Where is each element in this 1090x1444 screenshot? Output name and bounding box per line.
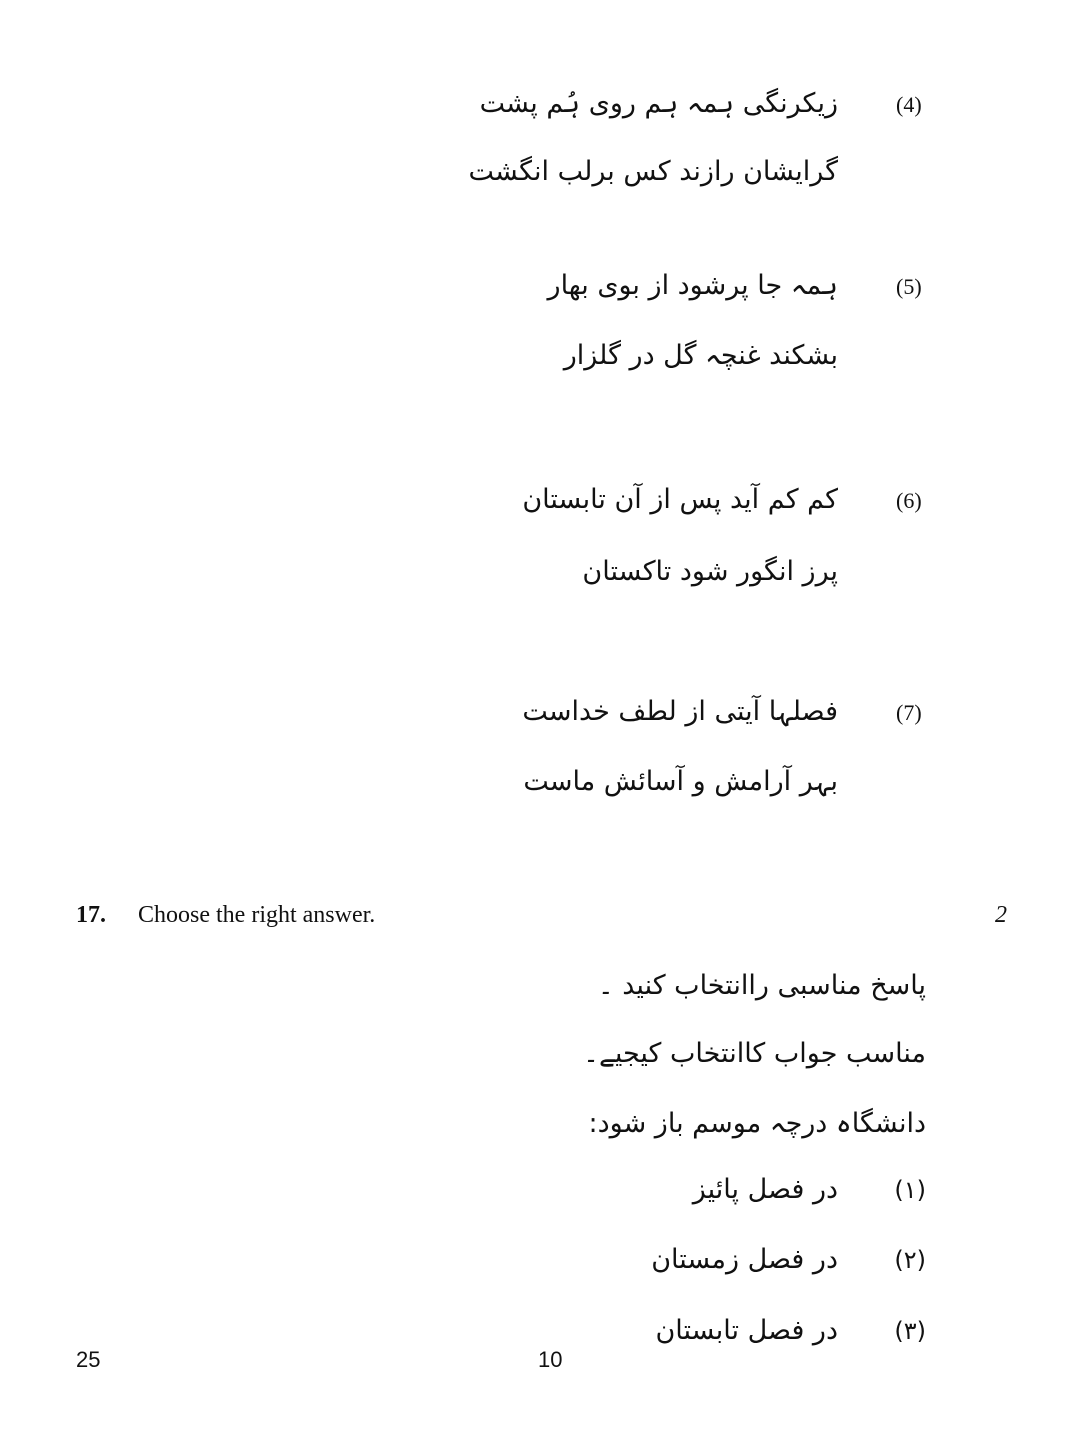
option-2-text: در فصل زمستان (651, 1244, 838, 1275)
poem-6-line-2: پرز انگور شود تاکستان (582, 556, 838, 587)
option-2-number: (۲) (894, 1246, 926, 1274)
poem-5-line-1: ہمہ جا پرشود از بوی بھار (547, 270, 838, 301)
question-number: 17. (76, 902, 106, 928)
poem-6-line-1: کم کم آید پس از آن تابستان (522, 484, 838, 515)
question-text: Choose the right answer. (138, 902, 376, 928)
poem-7-number: (7) (896, 700, 922, 725)
poem-5-number: (5) (896, 274, 922, 299)
poem-4-number: (4) (896, 92, 922, 117)
urdu-instruction: مناسب جواب کاانتخاب کیجیے۔ (583, 1038, 926, 1069)
persian-instruction: پاسخ مناسبی راانتخاب کنید ۔ (597, 970, 926, 1001)
poem-4-line-2: گرایشان رازند کس برلب انگشت (468, 156, 838, 187)
option-1-number: (۱) (894, 1176, 926, 1204)
poem-7-line-2: بہر آرامش و آسائش ماست (523, 766, 838, 797)
poem-5-line-2: بشکند غنچہ گل در گلزار (563, 340, 838, 371)
poem-4-line-1: زیکرنگی ہمہ ہم روی ہُم پشت (479, 88, 838, 119)
option-3-number: (۳) (894, 1317, 926, 1345)
page-number: 10 (538, 1347, 563, 1372)
option-3-text: در فصل تابستان (655, 1315, 838, 1346)
poem-6-number: (6) (896, 488, 922, 513)
question-prompt: دانشگاہ درچہ موسم باز شود: (588, 1108, 926, 1139)
footer-code: 25 (76, 1347, 101, 1372)
option-1-text: در فصل پائیز (692, 1174, 838, 1205)
poem-7-line-1: فصلہا آیتی از لطف خداست (522, 696, 838, 727)
question-marks: 2 (995, 902, 1007, 928)
